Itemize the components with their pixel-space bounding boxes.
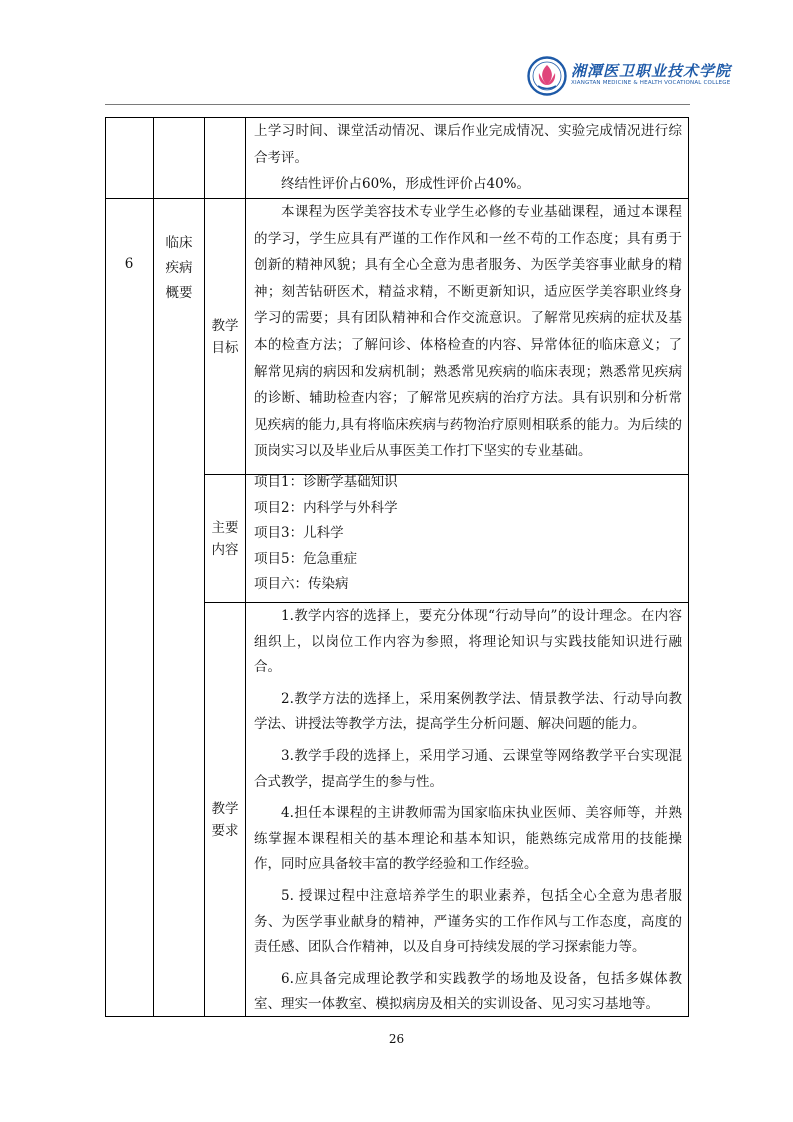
school-name-cn: 湘潭医卫职业技术学院 bbox=[571, 62, 732, 80]
table-divider bbox=[245, 117, 246, 1017]
header-divider bbox=[105, 104, 690, 105]
page-header bbox=[527, 56, 732, 96]
label-line: 主要 bbox=[211, 520, 239, 536]
list-item: 项目1：诊断学基础知识 bbox=[254, 474, 398, 490]
table-divider bbox=[204, 117, 205, 1017]
label-line: 要求 bbox=[211, 823, 239, 839]
assessment-text: 上学习时间、课堂活动情况、课后作业完成情况、实验完成情况进行综合考评。 bbox=[254, 123, 682, 166]
main-content-label bbox=[205, 517, 245, 561]
school-name-en: XIANGTAN MEDICINE & HEALTH VOCATIONAL COLLEGE bbox=[571, 80, 731, 86]
list-item: 6.应具备完成理论教学和实践教学的场地及设备，包括多媒体教室、理实一体教室、模拟病房及相关的实训设备、见习实习基地等。 bbox=[254, 970, 682, 1013]
list-item: 项目六：传染病 bbox=[254, 576, 349, 593]
assessment-ratio: 终结性评价占60%，形成性评价占40%。 bbox=[281, 176, 531, 193]
course-name bbox=[154, 231, 204, 306]
objectives-text: 本课程为医学美容技术专业学生必修的专业基础课程，通过本课程的学习，学生应具有严谨的工作作风和一丝不苟的工作态度；具有勇于创新的精神风貌；具有全心全意为患者服务、为医学美容事业献身的精神；刻苦钻研医术，精益求精，不断更新知识，适应医学美容职业终身学习的需要；具有团队精神和合作交流意识。了解常见疾病的症状及基本的检查方法；了解问诊、体格检查的内容、异常体征的临床意义；了解常见病的病因和发病机制；熟悉常见疾病的临床表现；熟悉常见疾病的诊断、辅助检查内容；了解常见疾病的治疗方法。具有识别和分析常见疾病的能力,具有将临床疾病与药物治疗原则相联系的能力。为后续的顶岗实习以及毕业后从事医美工作打下坚实的专业基础。 bbox=[254, 204, 682, 460]
label-line: 内容 bbox=[211, 542, 239, 558]
list-item: 2.教学方法的选择上，采用案例教学法、情景教学法、行动导向教学法、讲授法等教学方法，提高学生分析问题、解决问题的能力。 bbox=[254, 690, 682, 733]
course-name-line: 临床 bbox=[165, 235, 193, 251]
label-line: 教学 bbox=[211, 318, 239, 334]
label-line: 教学 bbox=[211, 801, 239, 817]
course-number: 6 bbox=[124, 256, 134, 272]
previous-row-content bbox=[254, 118, 682, 198]
list-item: 5. 授课过程中注意培养学生的职业素养，包括全心全意为患者服务、为医学事业献身的精神，严谨务实的工作作风与工作态度，高度的责任感、团队合作精神，以及自身可持续发展的学习探索能力等。 bbox=[254, 887, 682, 956]
main-content-list bbox=[254, 470, 682, 598]
row-divider bbox=[204, 602, 689, 603]
course-table bbox=[105, 117, 689, 1017]
list-item: 项目2：内科学与外科学 bbox=[254, 499, 398, 516]
requirements-label bbox=[205, 798, 245, 842]
list-item: 3.教学手段的选择上，采用学习通、云课堂等网络教学平台实现混合式教学，提高学生的参与性。 bbox=[254, 747, 682, 790]
course-name-line: 概要 bbox=[165, 285, 193, 301]
course-name-line: 疾病 bbox=[165, 260, 193, 276]
table-border-right bbox=[688, 117, 689, 1017]
list-item: 项目5：危急重症 bbox=[254, 550, 358, 567]
objectives-label bbox=[205, 315, 245, 359]
requirements-list bbox=[254, 604, 682, 1024]
list-item: 项目3：儿科学 bbox=[254, 525, 344, 542]
page-number: 26 bbox=[388, 1032, 405, 1046]
list-item: 4.担任本课程的主讲教师需为国家临床执业医师、美容师等，并熟练掌握本课程相关的基本理论和基本知识，能熟练完成常用的技能操作，同时应具备较丰富的教学经验和工作经验。 bbox=[254, 805, 682, 873]
college-logo-icon bbox=[527, 56, 567, 96]
label-line: 目标 bbox=[211, 340, 239, 356]
list-item: 1.教学内容的选择上，要充分体现“行动导向”的设计理念。在内容组织上，以岗位工作内容为参照，将理论知识与实践技能知识进行融合。 bbox=[254, 608, 682, 676]
